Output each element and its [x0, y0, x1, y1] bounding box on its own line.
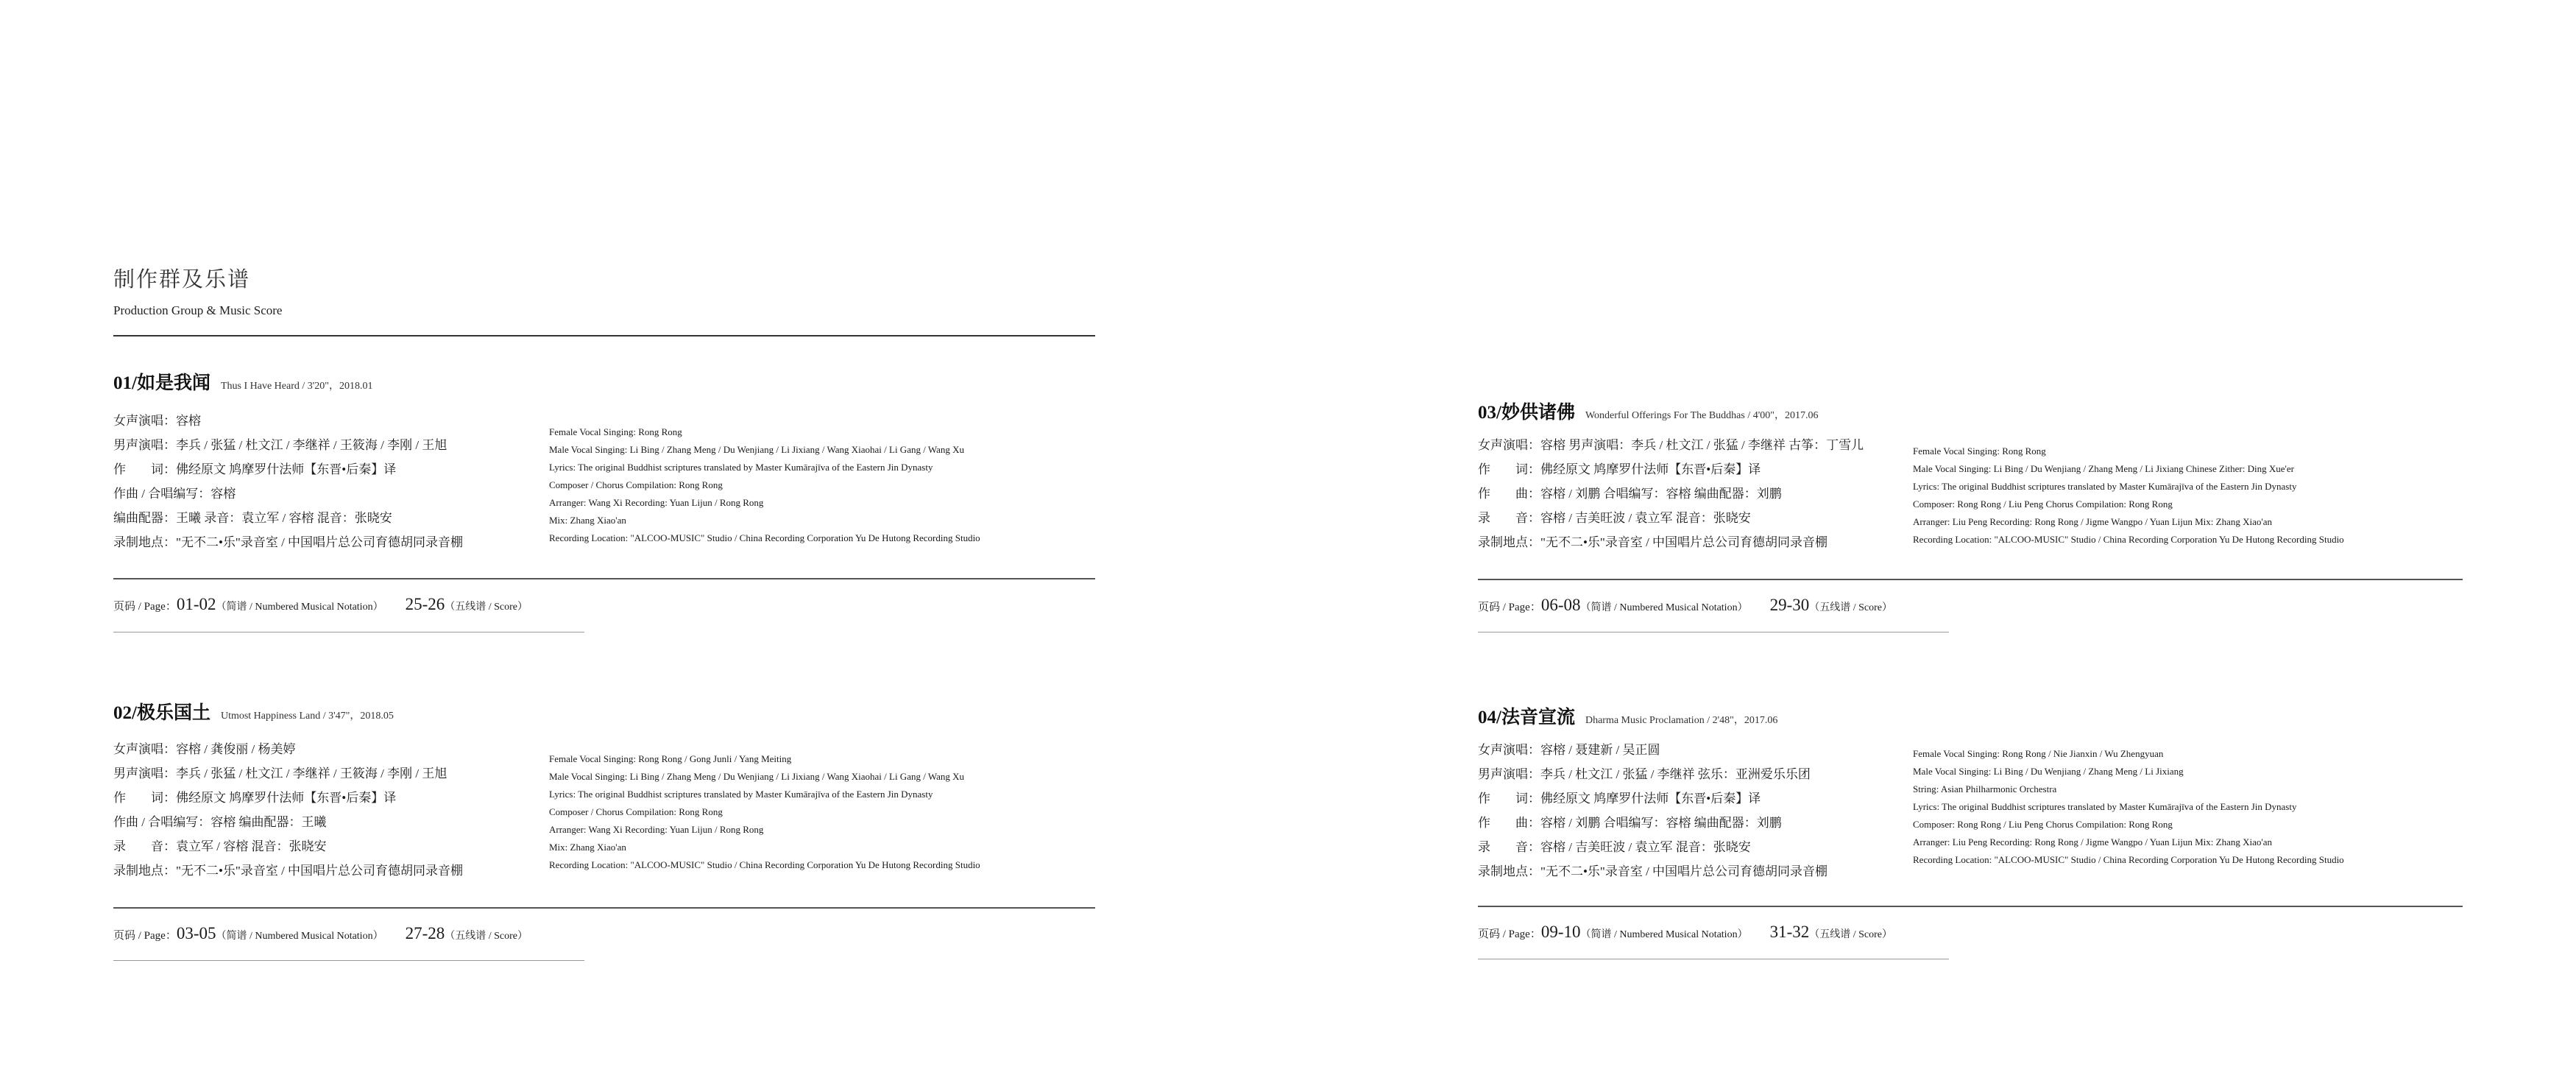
credit-line-en: Lyrics: The original Buddhist scriptures translated by Master Kumārajīva of the Eastern Jin Dynasty: [549, 789, 933, 800]
track-meta: Wonderful Offerings For The Buddhas / 4'00"，2017.06: [1585, 410, 1819, 421]
credit-line-zh: 录 音：容榕 / 吉美旺波 / 袁立军 混音：张晓安: [1478, 840, 1751, 854]
page-note-notation: （简谱 / Numbered Musical Notation）: [1580, 602, 1748, 613]
credit-line-en: Arranger: Wang Xi Recording: Yuan Lijun / Rong Rong: [549, 824, 764, 835]
credit-line-en: Mix: Zhang Xiao'an: [549, 842, 626, 853]
section-divider: [113, 907, 1095, 909]
credit-line-en: Female Vocal Singing: Rong Rong / Nie Jianxin / Wu Zhengyuan: [1913, 748, 2164, 759]
page-reference: [1478, 923, 1892, 942]
credit-line-en: Male Vocal Singing: Li Bing / Du Wenjiang / Zhang Meng / Li Jixiang Chinese Zither: Ding Xue'er: [1913, 463, 2294, 474]
credit-line-en: Lyrics: The original Buddhist scriptures translated by Master Kumārajīva of the Eastern Jin Dynasty: [1913, 801, 2297, 812]
credit-line-en: Arranger: Wang Xi Recording: Yuan Lijun / Rong Rong: [549, 497, 764, 508]
credit-line-en: Composer: Rong Rong / Liu Peng Chorus Compilation: Rong Rong: [1913, 498, 2173, 510]
page-underline: [113, 960, 584, 961]
credit-line-zh: 男声演唱：李兵 / 张猛 / 杜文江 / 李继祥 / 王筱海 / 李刚 / 王旭: [113, 766, 447, 780]
credit-line-zh: 女声演唱：容榕 / 龚俊丽 / 杨美婷: [113, 742, 296, 756]
credit-line-zh: 作 词：佛经原文 鸠摩罗什法师【东晋•后秦】译: [1478, 792, 1761, 806]
section-divider: [113, 578, 1095, 579]
track-title: 04/法音宣流: [1478, 708, 1575, 727]
credit-line-zh: 作 词：佛经原文 鸠摩罗什法师【东晋•后秦】译: [113, 462, 397, 476]
credit-line-en: Female Vocal Singing: Rong Rong: [549, 426, 682, 437]
credit-line-en: String: Asian Philharmonic Orchestra: [1913, 783, 2057, 794]
track-block-02: [113, 698, 1095, 970]
credit-line-zh: 女声演唱：容榕 男声演唱：李兵 / 杜文江 / 张猛 / 李继祥 古筝：丁雪儿: [1478, 438, 1864, 452]
page-range-notation: 03-05: [176, 924, 216, 942]
credit-line-en: Male Vocal Singing: Li Bing / Zhang Meng / Du Wenjiang / Li Jixiang / Wang Xiaohai / Li Gang / Wang Xu: [549, 444, 964, 455]
track-heading: [113, 368, 1095, 395]
credit-line-zh: 作曲 / 合唱编写：容榕 编曲配器：王曦: [113, 815, 327, 829]
credit-line-zh: 男声演唱：李兵 / 张猛 / 杜文江 / 李继祥 / 王筱海 / 李刚 / 王旭: [113, 438, 447, 452]
page-label: 页码 / Page：: [113, 601, 177, 613]
credit-line-zh: 录制地点："无不二•乐"录音室 / 中国唱片总公司育德胡同录音棚: [1478, 864, 1828, 878]
credit-line-zh: 录制地点："无不二•乐"录音室 / 中国唱片总公司育德胡同录音棚: [1478, 535, 1828, 549]
credit-line-en: Mix: Zhang Xiao'an: [549, 515, 626, 526]
credit-line-zh: 女声演唱：容榕 / 聂建新 / 吴正圆: [1478, 743, 1660, 757]
credit-line-en: Recording Location: "ALCOO-MUSIC" Studio / China Recording Corporation Yu De Hutong Recording Studio: [549, 532, 980, 543]
credit-line-en: Composer / Chorus Compilation: Rong Rong: [549, 806, 723, 817]
track-meta: Utmost Happiness Land / 3'47"，2018.05: [220, 711, 394, 722]
credit-line-en: Recording Location: "ALCOO-MUSIC" Studio / China Recording Corporation Yu De Hutong Recording Studio: [1913, 534, 2344, 545]
track-heading: [113, 698, 1095, 725]
credit-line-en: Composer / Chorus Compilation: Rong Rong: [549, 479, 723, 490]
page-header: [113, 263, 282, 318]
page-title-en: Production Group & Music Score: [113, 303, 283, 317]
track-block-01: [113, 368, 1095, 641]
track-heading: [1478, 702, 2463, 729]
page-note-score: （五线谱 / Score）: [445, 931, 528, 942]
credit-line-zh: 录 音：袁立军 / 容榕 混音：张晓安: [113, 839, 327, 853]
credit-line-zh: 编曲配器：王曦 录音：袁立军 / 容榕 混音：张晓安: [113, 511, 392, 525]
track-block-04: [1478, 702, 2463, 969]
credit-line-zh: 作 词：佛经原文 鸠摩罗什法师【东晋•后秦】译: [1478, 462, 1761, 476]
page-range-notation: 06-08: [1540, 596, 1581, 614]
page-label: 页码 / Page：: [1478, 928, 1541, 940]
credit-line-en: Female Vocal Singing: Rong Rong: [1913, 445, 2046, 457]
track-heading: [1478, 398, 2463, 424]
page-range-score: 27-28: [405, 924, 445, 942]
credits-zh: [113, 409, 463, 554]
page-reference: [113, 924, 528, 943]
page-note-notation: （简谱 / Numbered Musical Notation）: [1580, 929, 1748, 940]
track-meta: Thus I Have Heard / 3'20"，2018.01: [220, 381, 373, 392]
credit-line-en: Arranger: Liu Peng Recording: Rong Rong / Jigme Wangpo / Yuan Lijun Mix: Zhang Xiao'an: [1913, 836, 2273, 847]
credits-en: [549, 423, 980, 547]
credits-en: [549, 750, 980, 874]
page-reference: [113, 595, 528, 614]
credit-line-en: Lyrics: The original Buddhist scriptures translated by Master Kumārajīva of the Eastern Jin Dynasty: [549, 462, 933, 473]
page-label: 页码 / Page：: [1478, 602, 1541, 613]
credits-en: [1913, 745, 2344, 869]
page-note-score: （五线谱 / Score）: [445, 602, 528, 613]
credit-line-en: Lyrics: The original Buddhist scriptures translated by Master Kumārajīva of the Eastern Jin Dynasty: [1913, 481, 2297, 492]
credit-line-zh: 录 音：容榕 / 吉美旺波 / 袁立军 混音：张晓安: [1478, 511, 1751, 525]
credit-line-en: Male Vocal Singing: Li Bing / Zhang Meng / Du Wenjiang / Li Jixiang / Wang Xiaohai / Li Gang / Wang Xu: [549, 771, 964, 782]
credits-en: [1913, 443, 2344, 549]
credit-line-en: Recording Location: "ALCOO-MUSIC" Studio / China Recording Corporation Yu De Hutong Recording Studio: [549, 859, 980, 870]
credit-line-en: Composer: Rong Rong / Liu Peng Chorus Compilation: Rong Rong: [1913, 819, 2173, 830]
page-title-zh: 制作群及乐谱: [113, 268, 251, 292]
page-note-notation: （简谱 / Numbered Musical Notation）: [216, 602, 383, 613]
credit-line-en: Male Vocal Singing: Li Bing / Du Wenjiang / Zhang Meng / Li Jixiang: [1913, 766, 2184, 777]
page-range-score: 25-26: [405, 595, 445, 613]
credit-line-en: Recording Location: "ALCOO-MUSIC" Studio / China Recording Corporation Yu De Hutong Recording Studio: [1913, 854, 2344, 865]
credit-line-zh: 作 曲：容榕 / 刘鹏 合唱编写：容榕 编曲配器：刘鹏: [1478, 816, 1782, 830]
credit-line-en: Female Vocal Singing: Rong Rong / Gong Junli / Yang Meiting: [549, 753, 792, 764]
credits-zh: [1478, 433, 1864, 554]
credit-line-zh: 男声演唱：李兵 / 杜文江 / 张猛 / 李继祥 弦乐：亚洲爱乐乐团: [1478, 767, 1811, 781]
credit-line-zh: 作曲 / 合唱编写：容榕: [113, 487, 236, 501]
page-note-notation: （简谱 / Numbered Musical Notation）: [216, 931, 383, 942]
page-label: 页码 / Page：: [113, 930, 177, 942]
page-reference: [1478, 596, 1892, 615]
page-note-score: （五线谱 / Score）: [1809, 602, 1893, 613]
credits-zh: [1478, 738, 1827, 884]
page-range-notation: 09-10: [1540, 923, 1581, 941]
credit-line-zh: 作 词：佛经原文 鸠摩罗什法师【东晋•后秦】译: [113, 791, 397, 805]
page-range-score: 31-32: [1769, 923, 1810, 941]
credit-line-zh: 录制地点："无不二•乐"录音室 / 中国唱片总公司育德胡同录音棚: [113, 864, 464, 878]
page-range-score: 29-30: [1769, 596, 1810, 614]
track-block-03: [1478, 398, 2463, 641]
credit-line-zh: 录制地点："无不二•乐"录音室 / 中国唱片总公司育德胡同录音棚: [113, 535, 464, 549]
section-divider: [1478, 579, 2463, 580]
header-divider: [113, 335, 1095, 336]
credits-zh: [113, 737, 463, 883]
credit-line-zh: 女声演唱：容榕: [113, 414, 201, 428]
credit-line-en: Arranger: Liu Peng Recording: Rong Rong / Jigme Wangpo / Yuan Lijun Mix: Zhang Xiao'an: [1913, 516, 2273, 527]
section-divider: [1478, 906, 2463, 907]
page-range-notation: 01-02: [176, 595, 216, 613]
track-meta: Dharma Music Proclamation / 2'48"，2017.06: [1585, 715, 1778, 726]
track-title: 01/如是我闻: [113, 373, 210, 393]
credit-line-zh: 作 曲：容榕 / 刘鹏 合唱编写：容榕 编曲配器：刘鹏: [1478, 487, 1782, 501]
track-title: 02/极乐国土: [113, 703, 210, 723]
track-title: 03/妙供诸佛: [1478, 403, 1575, 423]
page-note-score: （五线谱 / Score）: [1809, 929, 1893, 940]
